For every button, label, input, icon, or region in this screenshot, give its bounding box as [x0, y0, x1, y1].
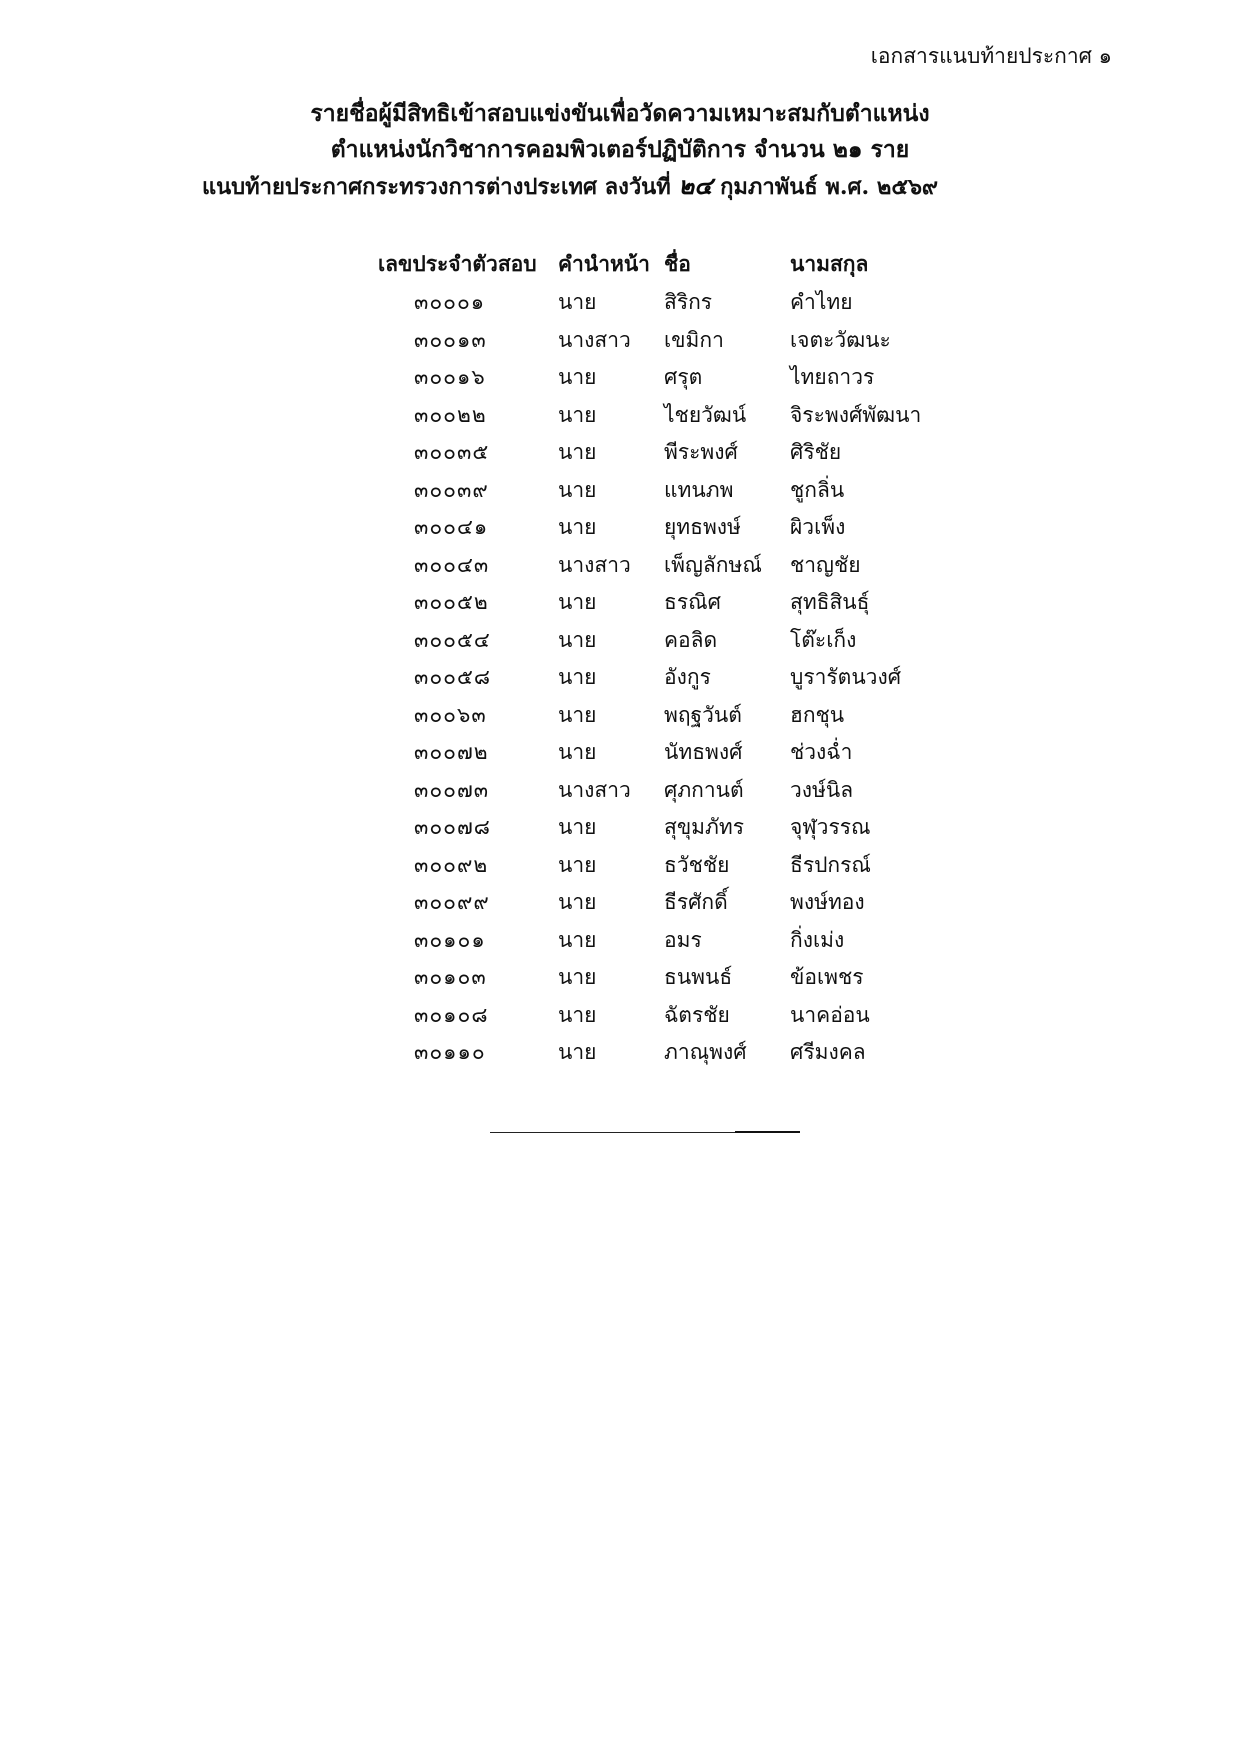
table-row [378, 697, 990, 735]
cell-last-name: วงษ์นิล [790, 777, 854, 802]
cell-last-name: ข้อเพชร [790, 965, 864, 990]
cell-id: ๓๐๐๕๘ [414, 665, 492, 690]
cell-title: นาย [558, 1002, 597, 1027]
cell-first-name: ธีรศักดิ์ [664, 890, 728, 915]
cell-last-name: ชาญชัย [790, 552, 861, 577]
cell-title: นาย [558, 890, 597, 915]
cell-title: นาย [558, 1040, 597, 1065]
candidate-table [378, 244, 990, 1072]
table-row [378, 1034, 990, 1072]
table-row [378, 359, 990, 397]
table-row [378, 847, 990, 885]
cell-last-name: ไทยถาวร [790, 365, 875, 390]
cell-first-name: เขมิกา [664, 327, 724, 352]
cell-id: ๓๐๑๐๓ [414, 965, 487, 990]
cell-last-name: จิระพงศ์พัฒนา [790, 402, 922, 427]
cell-title: นางสาว [558, 777, 631, 802]
table-row [378, 884, 990, 922]
table-row [378, 772, 990, 810]
cell-first-name: คอลิด [664, 627, 718, 652]
cell-title: นาย [558, 815, 597, 840]
cell-title: นาย [558, 627, 597, 652]
title-line-3-prefix: แนบท้ายประกาศกระทรวงการต่างประเทศ ลงวันที่ [201, 174, 671, 200]
header-first-name: ชื่อ [664, 250, 691, 276]
cell-last-name: สุทธิสินธุ์ [790, 590, 870, 615]
table-row [378, 734, 990, 772]
cell-last-name: ช่วงฉ่ำ [790, 740, 853, 765]
cell-last-name: เจตะวัฒนะ [790, 327, 891, 352]
cell-id: ๓๐๐๙๙ [414, 890, 490, 915]
cell-id: ๓๐๑๐๑ [414, 927, 486, 952]
table-row [378, 322, 990, 360]
cell-first-name: ธรณิศ [664, 590, 721, 615]
table-row [378, 397, 990, 435]
title-line-1: รายชื่อผู้มีสิทธิเข้าสอบแข่งขันเพื่อวัดความเหมาะสมกับตำแหน่ง [310, 100, 930, 127]
cell-last-name: ผิวเพ็ง [790, 515, 846, 540]
cell-first-name: ศุภกานต์ [664, 777, 744, 802]
cell-last-name: นาคอ่อน [790, 1002, 870, 1027]
cell-title: นาย [558, 702, 597, 727]
cell-title: นาย [558, 290, 597, 315]
table-row [378, 509, 990, 547]
cell-title: นาย [558, 927, 597, 952]
table-header [378, 244, 990, 284]
table-row [378, 584, 990, 622]
table-row [378, 472, 990, 510]
cell-id: ๓๐๐๗๓ [414, 777, 490, 802]
table-body [378, 284, 990, 1072]
cell-last-name: บูรารัตนวงศ์ [790, 665, 902, 690]
cell-first-name: สุขุมภัทร [664, 815, 744, 840]
title-line-3 [0, 168, 1190, 205]
title-line-2: ตำแหน่งนักวิชาการคอมพิวเตอร์ปฏิบัติการ จำนวน ๒๑ ราย [330, 136, 910, 163]
cell-last-name: ฮกชุน [790, 702, 845, 727]
cell-first-name: ธวัชชัย [664, 852, 730, 877]
cell-first-name: สิริกร [664, 290, 713, 315]
title-line-3-suffix: กุมภาพันธ์ พ.ศ. ๒๕๖๙ [720, 174, 939, 200]
end-divider-accent [735, 1131, 800, 1133]
header-id: เลขประจำตัวสอบ [378, 250, 537, 276]
cell-last-name: โต๊ะเก็ง [790, 627, 857, 652]
cell-title: นาย [558, 365, 597, 390]
handwritten-day: ๒๔ [678, 171, 713, 200]
cell-title: นาย [558, 590, 597, 615]
cell-first-name: ไชยวัฒน์ [664, 402, 747, 427]
table-row [378, 922, 990, 960]
cell-last-name: พงษ์ทอง [790, 890, 865, 915]
cell-last-name: จุฬุวรรณ [790, 815, 871, 840]
cell-last-name: ธีรปกรณ์ [790, 852, 871, 877]
cell-id: ๓๐๐๙๒ [414, 852, 489, 877]
document-title [0, 96, 1240, 205]
cell-first-name: ภาณุพงศ์ [664, 1040, 747, 1065]
cell-first-name: เพ็ญลักษณ์ [664, 552, 762, 577]
cell-id: ๓๐๐๖๓ [414, 702, 487, 727]
header-last-name: นามสกุล [790, 250, 869, 276]
cell-last-name: ศรีมงคล [790, 1040, 866, 1065]
cell-first-name: นัทธพงศ์ [664, 740, 743, 765]
table-row [378, 622, 990, 660]
cell-first-name: แทนภพ [664, 477, 734, 502]
cell-id: ๓๐๐๒๒ [414, 402, 487, 427]
cell-id: ๓๐๐๑๖ [414, 365, 486, 390]
cell-first-name: ศรุต [664, 365, 703, 390]
table-row [378, 547, 990, 585]
table-row [378, 659, 990, 697]
cell-last-name: ชูกลิ่น [790, 477, 845, 502]
cell-title: นาย [558, 402, 597, 427]
table-row [378, 809, 990, 847]
cell-last-name: คำไทย [790, 290, 853, 315]
cell-first-name: อังกูร [664, 665, 711, 690]
cell-id: ๓๐๐๐๑ [414, 290, 486, 315]
cell-id: ๓๐๐๕๒ [414, 590, 489, 615]
cell-id: ๓๐๑๑๐ [414, 1040, 486, 1065]
cell-id: ๓๐๐๔๑ [414, 515, 489, 540]
cell-first-name: อมร [664, 927, 702, 952]
cell-id: ๓๐๐๑๓ [414, 327, 487, 352]
cell-id: ๓๐๐๕๔ [414, 627, 491, 652]
cell-first-name: ยุทธพงษ์ [664, 515, 741, 540]
cell-title: นาย [558, 440, 597, 465]
header-title: คำนำหน้า [558, 250, 650, 276]
cell-last-name: กิ่งเม่ง [790, 927, 845, 952]
cell-title: นาย [558, 515, 597, 540]
cell-first-name: พีระพงศ์ [664, 440, 738, 465]
attachment-label: เอกสารแนบท้ายประกาศ ๑ [870, 44, 1112, 68]
cell-first-name: พฤฐวันต์ [664, 702, 742, 727]
cell-id: ๓๐๐๗๒ [414, 740, 489, 765]
table-row [378, 434, 990, 472]
table-row [378, 997, 990, 1035]
cell-id: ๓๐๐๓๙ [414, 477, 489, 502]
cell-title: นางสาว [558, 552, 631, 577]
cell-title: นาย [558, 665, 597, 690]
cell-title: นางสาว [558, 327, 631, 352]
cell-title: นาย [558, 852, 597, 877]
cell-first-name: ฉัตรชัย [664, 1002, 730, 1027]
cell-title: นาย [558, 740, 597, 765]
cell-first-name: ธนพนธ์ [664, 965, 733, 990]
cell-last-name: ศิริชัย [790, 440, 842, 465]
cell-id: ๓๐๐๗๘ [414, 815, 491, 840]
table-row [378, 284, 990, 322]
table-row [378, 959, 990, 997]
cell-title: นาย [558, 477, 597, 502]
cell-id: ๓๐๑๐๘ [414, 1002, 489, 1027]
cell-id: ๓๐๐๓๕ [414, 440, 490, 465]
cell-title: นาย [558, 965, 597, 990]
cell-id: ๓๐๐๔๓ [414, 552, 490, 577]
